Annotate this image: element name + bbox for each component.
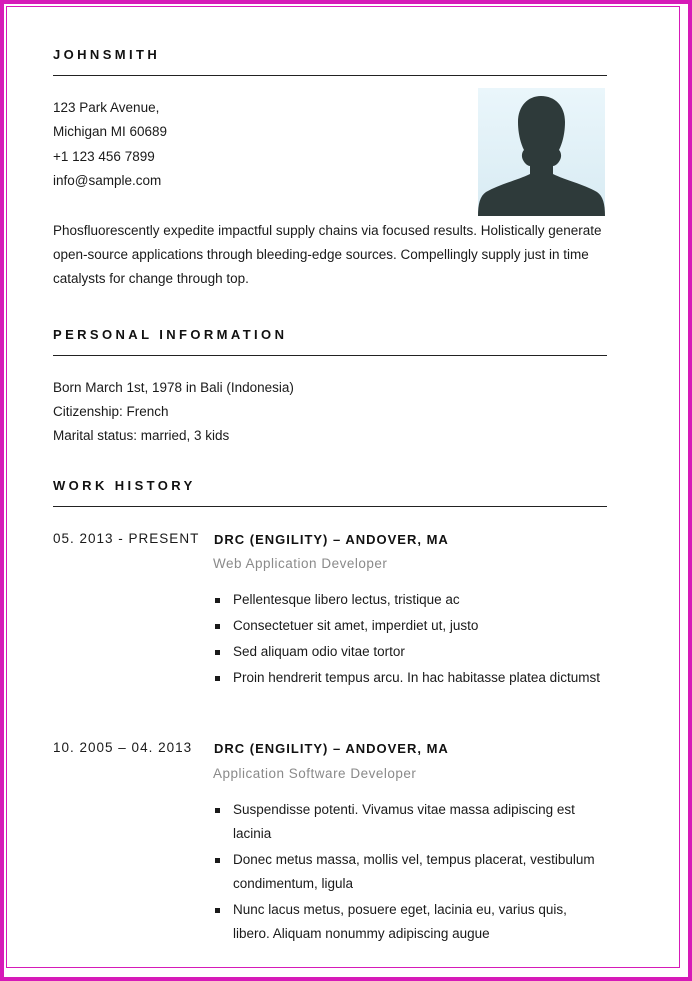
job-duty-item: Pellentesque libero lectus, tristique ac <box>214 588 604 612</box>
job-duty-item: Donec metus massa, mollis vel, tempus placerat, vestibulum condimentum, ligula <box>214 848 604 896</box>
personal-born: Born March 1st, 1978 in Bali (Indonesia) <box>53 380 294 395</box>
profile-photo <box>478 88 605 216</box>
job-company: DRC (ENGILITY) – ANDOVER, MA <box>214 532 449 547</box>
job-dates: 10. 2005 – 04. 2013 <box>53 740 193 755</box>
resume-name: JOHNSMITH <box>53 47 161 62</box>
header-divider <box>53 75 607 76</box>
job-company: DRC (ENGILITY) – ANDOVER, MA <box>214 741 449 756</box>
personal-citizenship: Citizenship: French <box>53 404 169 419</box>
job-duty-item: Proin hendrerit tempus arcu. In hac habitasse platea dictumst <box>214 666 604 690</box>
contact-address-line1: 123 Park Avenue, <box>53 100 160 115</box>
job-duties-list <box>214 588 604 692</box>
job-dates: 05. 2013 - PRESENT <box>53 531 200 546</box>
contact-email: info@sample.com <box>53 173 162 188</box>
job-duties-list <box>214 798 604 948</box>
personal-marital-status: Marital status: married, 3 kids <box>53 428 230 443</box>
contact-phone: +1 123 456 7899 <box>53 149 155 164</box>
job-duty-item: Consectetuer sit amet, imperdiet ut, justo <box>214 614 604 638</box>
work-history-divider <box>53 506 607 507</box>
personal-info-divider <box>53 355 607 356</box>
job-role: Web Application Developer <box>213 556 388 571</box>
contact-address-line2: Michigan MI 60689 <box>53 124 168 139</box>
job-duty-item: Nunc lacus metus, posuere eget, lacinia eu, varius quis, libero. Aliquam nonummy adipiscing augue <box>214 898 604 946</box>
job-duty-item: Suspendisse potenti. Vivamus vitae massa adipiscing est lacinia <box>214 798 604 846</box>
person-silhouette-icon <box>478 88 605 216</box>
work-history-heading: WORK HISTORY <box>53 478 196 493</box>
personal-info-heading: PERSONAL INFORMATION <box>53 327 288 342</box>
profile-summary: Phosfluorescently expedite impactful supply chains via focused results. Holistically generate open-source applications through bleeding-edge sources. Compellingly supply just in time catalysts for change through top. <box>53 223 602 286</box>
job-role: Application Software Developer <box>213 766 417 781</box>
job-duty-item: Sed aliquam odio vitae tortor <box>214 640 604 664</box>
